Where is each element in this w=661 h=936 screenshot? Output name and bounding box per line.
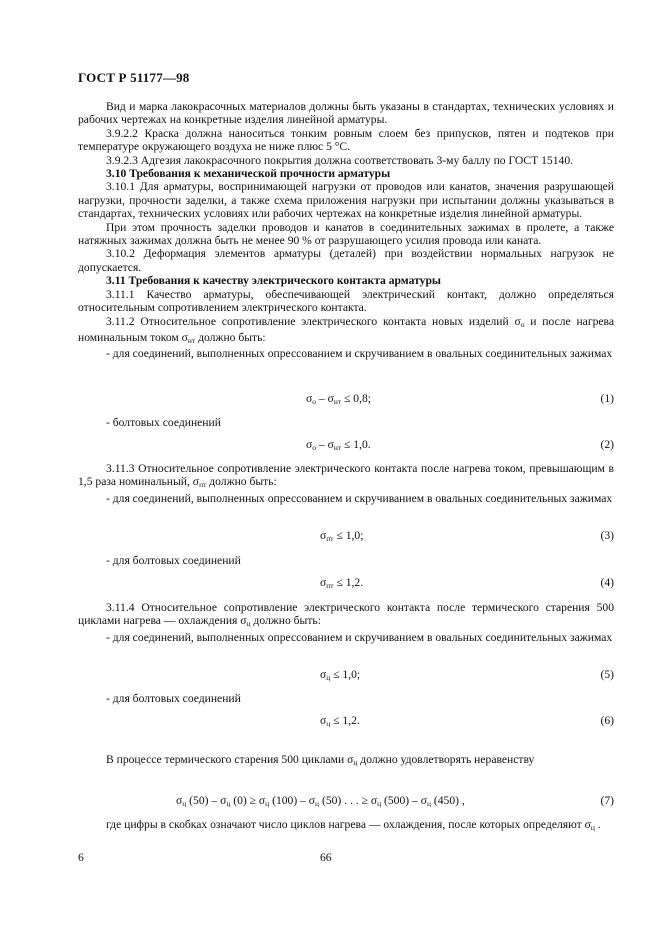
list-item: - болтовых соединений [106,416,221,429]
list-item: - для соединений, выполненных опрессованием и скручиванием в овальных соединительных зажимах [106,491,613,505]
equation-number: (1) [600,392,614,405]
equation-number: (3) [600,529,614,542]
paragraph-where [78,818,614,834]
paragraphs-paint [78,100,614,361]
paragraph-3-11-4: 3.11.4 Относительное сопротивление электрического контакта после термического старения 500 циклами нагрева — охлаждения $\sigma_ц$ должно быть: [78,601,614,629]
equation-number: (7) [600,794,614,807]
list-item: - для соединений, выполненных опрессованием и скручиванием в овальных соединительных зажимах [106,347,613,361]
page-number-left: 6 [78,851,84,864]
formula-7: $\sigma_ц$ $(50) - \sigma_ц$ $(0) \ge \sigma_ц$ $(100) - \sigma_ц$ (50) . . . ≥ $\sigma_ц$ $(500) - \sigma_ц$ (450) , [176,794,465,808]
list-item: - для соединений, выполненных опрессованием и скручиванием в овальных соединительных зажимах [106,630,613,644]
formula-3: $\sigma_{пт} \le 1,0$; [320,529,364,543]
equation-number: (5) [600,668,614,681]
paragraphs-3-11-4 [78,601,614,644]
paragraph: 3.9.2.2 Краска должна наноситься тонким ровным слоем без припусков, пятен и подтеков при температуре окружающего воздуха не ниже плюс 5 °С. [78,126,614,154]
paragraph: 3.11.1 Качество арматуры, обеспечивающей электрический контакт, должно определяться относительным сопротивлением электрического контакта. [78,287,614,315]
equation-number: (4) [600,576,614,589]
list-item-bolt [78,416,614,429]
section-heading-3-10: 3.10 Требования к механической прочности арматуры [106,167,391,181]
formula-6: $\sigma_ц \le 1,2$. [320,714,360,728]
formula-2: $\sigma_о - \sigma_{нт} \le 1,0$. [306,438,371,452]
paragraph: 3.10.2 Деформация элементов арматуры (деталей) при воздействии нормальных нагрузок не допускается. [78,247,614,274]
paragraph-3-11-2: 3.11.2 Относительное сопротивление электрического контакта новых изделий $\sigma_о$ и после нагрева номинальным током $\sigma_{нт}$ должно быть: [78,314,614,345]
paragraph-3-11-3: 3.11.3 Относительное сопротивление электрического контакта после нагрева током, превышающим в 1,5 раза номинальный, $\sigma_{пт}$ должно быть: [78,462,614,490]
equation-number: (6) [600,714,614,727]
paragraph: Вид и марка лакокрасочных материалов должны быть указаны в стандартах, технических условиях и рабочих чертежах на конкретные изделия линейной арматуры. [78,100,614,127]
paragraph-aging [78,753,614,769]
paragraph: В процессе термического старения 500 циклами $\sigma_ц$ должно удовлетворять неравенству [106,753,535,767]
section-heading-3-11: 3.11 Требования к качеству электрического контакта арматуры [106,274,441,288]
formula-4: $\sigma_{пт} \le 1,2$. [320,576,364,590]
paragraphs-3-11-3 [78,462,614,505]
list-item: - для болтовых соединений [106,554,241,567]
paragraph: 3.10.1 Для арматуры, воспринимающей нагрузки от проводов или канатов, значения разрушающей нагрузки, прочности заделки, а также схема приложения нагрузки при испытании должны указываться в стандартах, технических условиях или рабочих чертежах на конкретные изделия линейной арматуры. [78,180,614,221]
list-item-bolt-2 [78,554,614,567]
list-item: - для болтовых соединений [106,692,241,705]
page-number-center: 66 [320,851,332,864]
equation-number: (2) [600,438,614,451]
list-item-bolt-3 [78,692,614,705]
paragraph: При этом прочность заделки проводов и канатов в соединительных зажимах в пролете, а также натяжных зажимах должна быть не менее 90 % от разрушающего усилия провода или каната. [78,220,614,248]
standard-header: ГОСТ Р 51177—98 [78,70,190,85]
formula-1: $\sigma_о - \sigma_{нт} \le 0,8$; [306,392,372,406]
paragraph: где цифры в скобках означают число циклов нагрева — охлаждения, после которых определяют $\sigma_ц$ . [106,818,601,832]
formula-5: $\sigma_ц \le 1,0$; [320,668,361,682]
paragraph: 3.9.2.3 Адгезия лакокрасочного покрытия должна соответствовать 3-му баллу по ГОСТ 15140. [106,153,574,167]
